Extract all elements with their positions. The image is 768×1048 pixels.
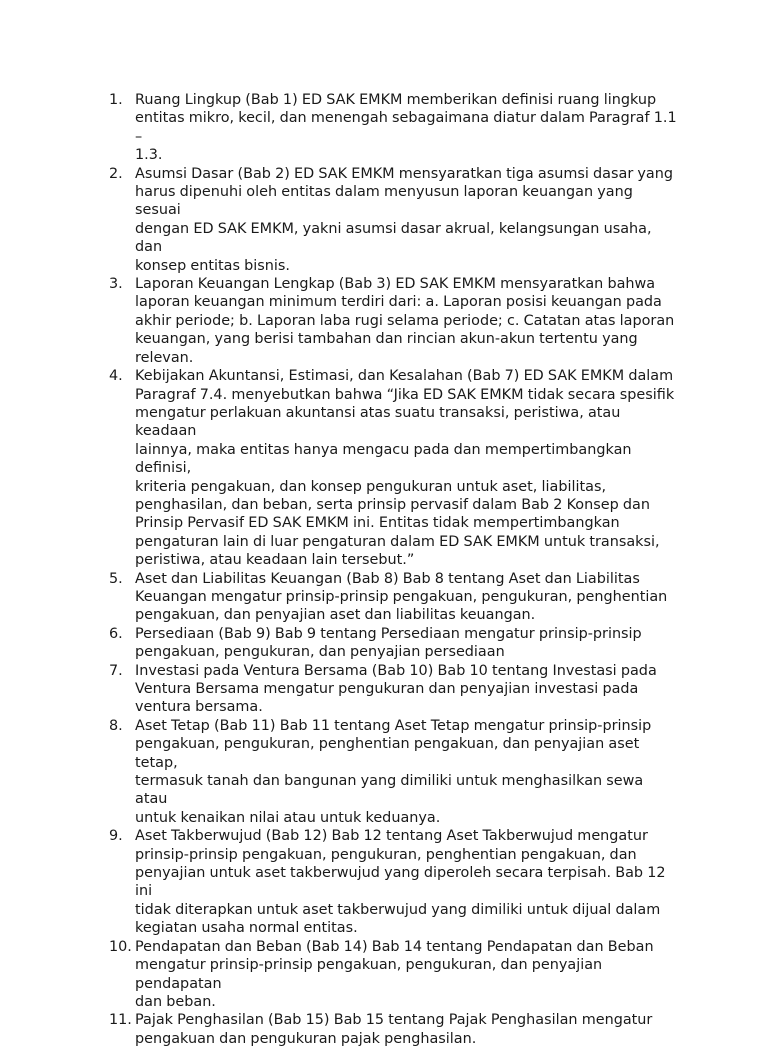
list-item <box>109 91 679 165</box>
text-line: Aset dan Liabilitas Keuangan (Bab 8) Bab 8 tentang Aset dan Liabilitas <box>135 570 640 587</box>
list-item-number: 10. <box>109 938 132 955</box>
numbered-list <box>109 91 679 1048</box>
list-item-text <box>135 938 679 1012</box>
list-item-number: 3. <box>109 276 123 293</box>
text-line: ventura bersama. <box>135 699 263 716</box>
text-line: prinsip-prinsip pengakuan, pengukuran, penghentian pengakuan, dan <box>135 846 637 863</box>
list-item-text <box>135 91 679 165</box>
list-item-number: 2. <box>109 165 123 182</box>
text-line: termasuk tanah dan bangunan yang dimiliki untuk menghasilkan sewa atau <box>135 773 644 808</box>
list-item <box>109 827 679 937</box>
list-item <box>109 938 679 1012</box>
list-item-text <box>135 570 679 625</box>
list-item-text <box>135 165 679 275</box>
list-item <box>109 165 679 275</box>
text-line: Laporan Keuangan Lengkap (Bab 3) ED SAK EMKM mensyaratkan bahwa <box>135 276 656 293</box>
list-item-number: 1. <box>109 92 123 108</box>
list-item-number: 8. <box>109 717 123 734</box>
list-item-number: 11. <box>109 1012 132 1029</box>
text-line: laporan keuangan minimum terdiri dari: a. Laporan posisi keuangan pada <box>135 294 662 311</box>
text-line: pengakuan, dan penyajian aset dan liabilitas keuangan. <box>135 607 536 624</box>
text-line: relevan. <box>135 349 194 366</box>
list-item-text <box>135 275 679 367</box>
text-line: 1.3. <box>135 147 163 164</box>
text-line: mengatur perlakuan akuntansi atas suatu transaksi, peristiwa, atau keadaan <box>135 404 621 440</box>
list-item <box>109 367 679 569</box>
text-line: Persediaan (Bab 9) Bab 9 tentang Persediaan mengatur prinsip-prinsip <box>135 625 642 642</box>
text-line: Paragraf 7.4. menyebutkan bahwa “Jika ED SAK EMKM tidak secara spesifik <box>135 386 675 403</box>
text-line: pengakuan, pengukuran, penghentian pengakuan, dan penyajian aset tetap, <box>135 736 640 771</box>
list-item <box>109 570 679 625</box>
text-line: kriteria pengakuan, dan konsep pengukuran untuk aset, liabilitas, <box>135 478 607 495</box>
text-line: mengatur prinsip-prinsip pengakuan, pengukuran, dan penyajian pendapatan <box>135 957 603 992</box>
text-line: harus dipenuhi oleh entitas dalam menyusun laporan keuangan yang sesuai <box>135 184 633 219</box>
list-item <box>109 717 679 827</box>
list-item <box>109 625 679 662</box>
text-line: dengan ED SAK EMKM, yakni asumsi dasar akrual, kelangsungan usaha, dan <box>135 220 652 256</box>
text-line: Kebijakan Akuntansi, Estimasi, dan Kesalahan (Bab 7) ED SAK EMKM dalam <box>135 368 674 385</box>
text-line: pengakuan, pengukuran, dan penyajian persediaan <box>135 644 505 661</box>
list-item <box>109 1011 679 1048</box>
text-line: Pendapatan dan Beban (Bab 14) Bab 14 tentang Pendapatan dan Beban <box>135 938 654 955</box>
list-item-number: 5. <box>109 570 123 587</box>
text-line: keuangan, yang berisi tambahan dan rincian akun-akun tertentu yang <box>135 331 638 348</box>
text-line: Keuangan mengatur prinsip-prinsip pengakuan, pengukuran, penghentian <box>135 588 668 605</box>
text-line: pengaturan lain di luar pengaturan dalam ED SAK EMKM untuk transaksi, <box>135 533 660 550</box>
text-line: untuk kenaikan nilai atau untuk keduanya. <box>135 809 441 826</box>
text-line: Aset Tetap (Bab 11) Bab 11 tentang Aset Tetap mengatur prinsip-prinsip <box>135 717 652 734</box>
text-line: dan beban. <box>135 993 216 1010</box>
list-item-number: 4. <box>109 368 123 385</box>
list-item-number: 9. <box>109 828 123 845</box>
list-item-text <box>135 662 679 717</box>
text-line: Pajak Penghasilan (Bab 15) Bab 15 tentang Pajak Penghasilan mengatur <box>135 1012 653 1029</box>
list-item-text <box>135 625 679 662</box>
text-line: Prinsip Pervasif ED SAK EMKM ini. Entitas tidak mempertimbangkan <box>135 515 620 532</box>
text-line: Aset Takberwujud (Bab 12) Bab 12 tentang Aset Takberwujud mengatur <box>135 828 648 845</box>
text-line: peristiwa, atau keadaan lain tersebut.” <box>135 552 415 569</box>
list-item-text <box>135 1011 679 1048</box>
text-line: lainnya, maka entitas hanya mengacu pada dan mempertimbangkan definisi, <box>135 441 632 477</box>
text-line: tidak diterapkan untuk aset takberwujud yang dimiliki untuk dijual dalam <box>135 901 661 918</box>
text-line: penyajian untuk aset takberwujud yang diperoleh secara terpisah. Bab 12 ini <box>135 865 666 900</box>
list-item <box>109 662 679 717</box>
text-line: akhir periode; b. Laporan laba rugi selama periode; c. Catatan atas laporan <box>135 312 675 329</box>
text-line: konsep entitas bisnis. <box>135 257 290 274</box>
list-item-text <box>135 717 679 827</box>
list-item <box>109 275 679 367</box>
text-line: Ruang Lingkup (Bab 1) ED SAK EMKM memberikan definisi ruang lingkup <box>135 92 657 108</box>
list-item-number: 6. <box>109 625 123 642</box>
text-line: Investasi pada Ventura Bersama (Bab 10) Bab 10 tentang Investasi pada <box>135 662 657 679</box>
list-item-text <box>135 827 679 937</box>
text-line: pengakuan dan pengukuran pajak penghasilan. <box>135 1030 477 1047</box>
list-item-text <box>135 367 679 569</box>
text-line: penghasilan, dan beban, serta prinsip pervasif dalam Bab 2 Konsep dan <box>135 496 650 513</box>
text-line: Ventura Bersama mengatur pengukuran dan penyajian investasi pada <box>135 681 639 697</box>
text-line: entitas mikro, kecil, dan menengah sebagaimana diatur dalam Paragraf 1.1 – <box>135 110 677 145</box>
text-line: kegiatan usaha normal entitas. <box>135 920 358 937</box>
text-line: Asumsi Dasar (Bab 2) ED SAK EMKM mensyaratkan tiga asumsi dasar yang <box>135 165 673 182</box>
list-item-number: 7. <box>109 662 123 679</box>
